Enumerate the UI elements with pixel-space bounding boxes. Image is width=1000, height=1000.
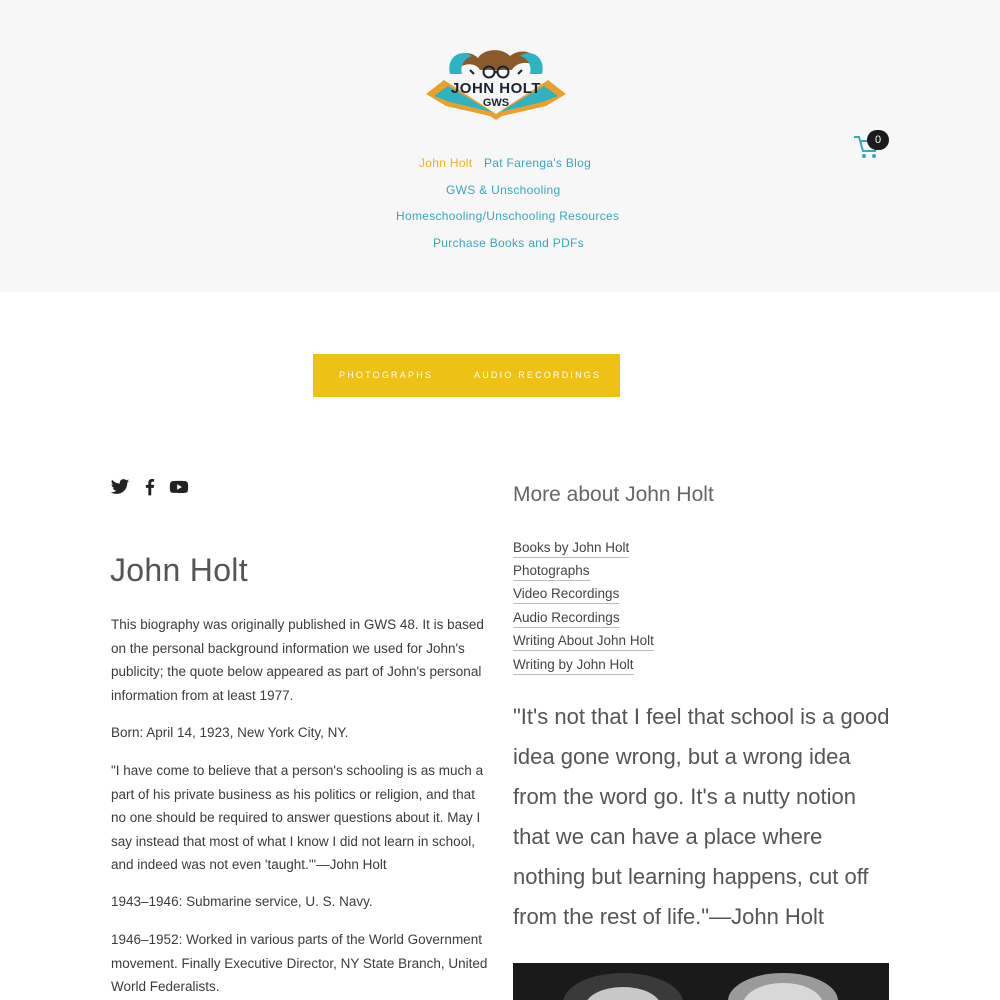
link-writing-by-john-holt[interactable]: Writing by John Holt (513, 656, 634, 675)
cart-count-badge: 0 (867, 130, 889, 150)
link-books-by-john-holt[interactable]: Books by John Holt (513, 539, 629, 558)
subnav-audio-recordings[interactable]: AUDIO RECORDINGS (474, 370, 602, 380)
youtube-link[interactable] (169, 477, 189, 497)
page-title: John Holt (110, 552, 248, 588)
nav-gws-unschooling[interactable]: GWS & Unschooling (446, 183, 561, 197)
nav-resources[interactable]: Homeschooling/Unschooling Resources (396, 209, 620, 223)
facebook-link[interactable] (140, 477, 160, 497)
sidebar-quote: "It's not that I feel that school is a good idea gone wrong, but a wrong idea from the word go. It's a nutty notion that we can have a place where nothing but learning happens, cut off from the rest of life."—John Holt (513, 704, 890, 929)
bio-born-paragraph: Born: April 14, 1923, New York City, NY. (111, 725, 349, 740)
link-audio-recordings[interactable]: Audio Recordings (513, 609, 620, 628)
link-photographs[interactable]: Photographs (513, 562, 590, 581)
logo-name: JOHN HOLT (450, 80, 542, 97)
bio-world-government-paragraph: 1946–1952: Worked in various parts of the World Government movement. Finally Executive Director, NY State Branch, United World Federalists. (111, 932, 488, 994)
twitter-link[interactable] (110, 477, 130, 497)
bio-quote-paragraph: "I have come to believe that a person's schooling is as much a part of his private business as his politics or religion, and that no one should be required to answer questions about it. May I say instead that most of what I know I did not learn in school, and indeed was not even 'taught.'"—John Holt (111, 763, 484, 872)
link-video-recordings[interactable]: Video Recordings (513, 585, 619, 604)
nav-pat-farenga-blog[interactable]: Pat Farenga's Blog (484, 156, 592, 170)
site-logo[interactable] (420, 44, 572, 124)
bio-navy-paragraph: 1943–1946: Submarine service, U. S. Navy. (111, 894, 373, 909)
bio-intro-paragraph: This biography was originally published in GWS 48. It is based on the personal background information we used for John's publicity; the quote below appeared as part of John's personal information from at least 1977. (111, 617, 484, 703)
sidebar-title: More about John Holt (513, 483, 714, 506)
nav-purchase-books[interactable]: Purchase Books and PDFs (433, 236, 584, 250)
sub-navigation (313, 354, 620, 397)
youtube-icon (169, 477, 189, 497)
link-writing-about-john-holt[interactable]: Writing About John Holt (513, 632, 654, 651)
nav-john-holt[interactable]: John Holt (419, 156, 473, 170)
twitter-icon (110, 477, 130, 497)
site-header (0, 0, 1000, 292)
photo-graphic (513, 963, 889, 1000)
subnav-photographs[interactable]: PHOTOGRAPHS (339, 370, 434, 380)
logo-sub: GWS (482, 97, 510, 109)
facebook-icon (140, 477, 160, 497)
john-holt-photo (513, 963, 889, 1000)
